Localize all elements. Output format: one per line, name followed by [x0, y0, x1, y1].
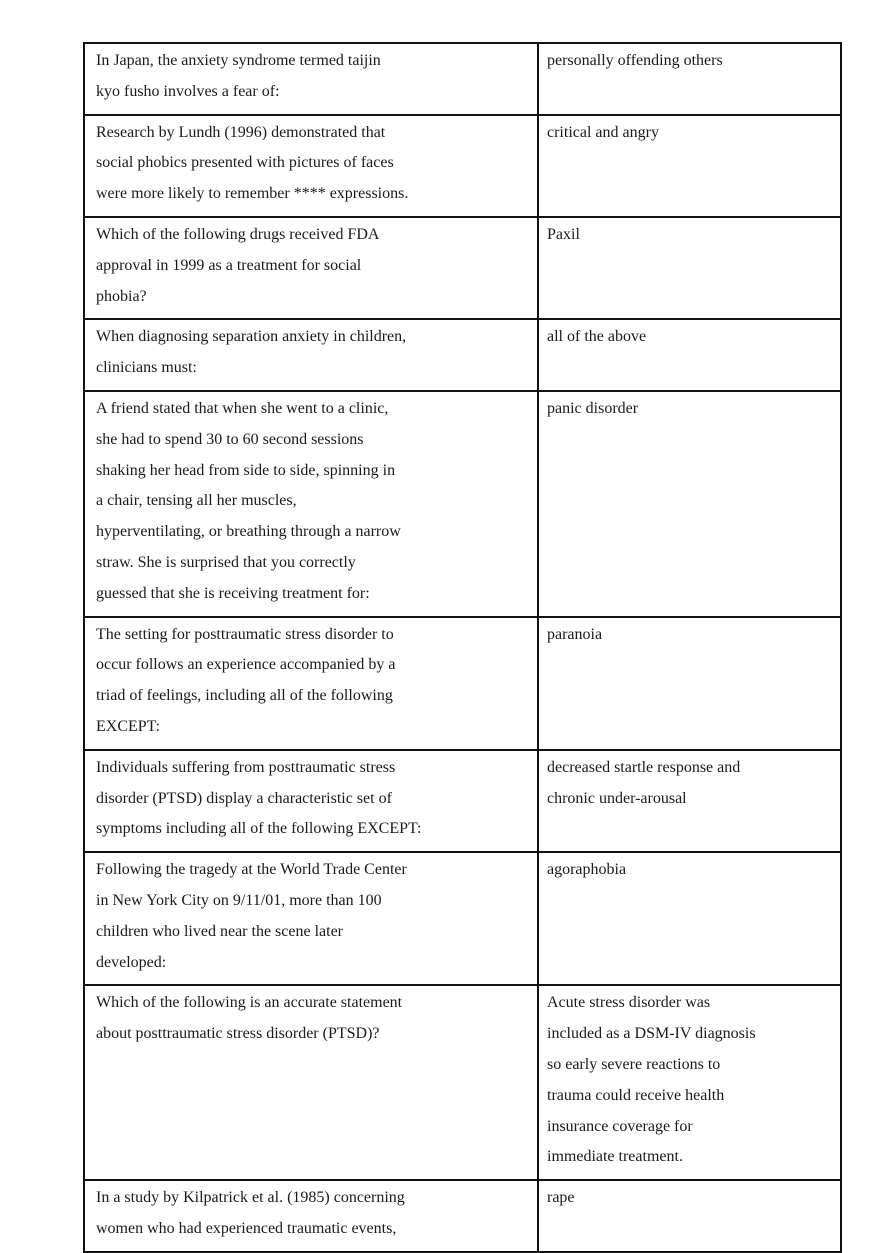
- question-cell: Which of the following is an accurate statement about posttraumatic stress disorder (PTSD)?: [84, 985, 538, 1180]
- table-row: [84, 217, 841, 319]
- table-row: [84, 391, 841, 617]
- answer-cell: rape: [538, 1180, 841, 1252]
- answer-cell: all of the above: [538, 319, 841, 391]
- answer-cell: decreased startle response and chronic under-arousal: [538, 750, 841, 852]
- table-row: [84, 852, 841, 985]
- answer-cell: personally offending others: [538, 43, 841, 115]
- table-row: [84, 319, 841, 391]
- question-cell: In Japan, the anxiety syndrome termed taijin kyo fusho involves a fear of:: [84, 43, 538, 115]
- answer-cell: panic disorder: [538, 391, 841, 617]
- table-row: [84, 750, 841, 852]
- answer-cell: agoraphobia: [538, 852, 841, 985]
- table-row: [84, 617, 841, 750]
- question-cell: A friend stated that when she went to a clinic, she had to spend 30 to 60 second sessions shaking her head from side to side, spinning in a chair, tensing all her muscles, hyperventilating, or breathing through a narrow straw. She is surprised that you correctly guessed that she is receiving treatment for:: [84, 391, 538, 617]
- answer-cell: critical and angry: [538, 115, 841, 217]
- question-cell: Which of the following drugs received FDA approval in 1999 as a treatment for social phobia?: [84, 217, 538, 319]
- qa-table: [83, 42, 842, 1253]
- answer-cell: Paxil: [538, 217, 841, 319]
- question-cell: Following the tragedy at the World Trade Center in New York City on 9/11/01, more than 100 children who lived near the scene later developed:: [84, 852, 538, 985]
- table-row: [84, 1180, 841, 1252]
- qa-table-body: [84, 43, 841, 1252]
- answer-cell: paranoia: [538, 617, 841, 750]
- question-cell: The setting for posttraumatic stress disorder to occur follows an experience accompanied by a triad of feelings, including all of the following EXCEPT:: [84, 617, 538, 750]
- table-row: [84, 115, 841, 217]
- answer-cell: Acute stress disorder was included as a DSM-IV diagnosis so early severe reactions to trauma could receive health insurance coverage for immediate treatment.: [538, 985, 841, 1180]
- table-row: [84, 43, 841, 115]
- question-cell: Research by Lundh (1996) demonstrated that social phobics presented with pictures of faces were more likely to remember **** expressions.: [84, 115, 538, 217]
- table-row: [84, 985, 841, 1180]
- question-cell: In a study by Kilpatrick et al. (1985) concerning women who had experienced traumatic events,: [84, 1180, 538, 1252]
- question-cell: Individuals suffering from posttraumatic stress disorder (PTSD) display a characteristic set of symptoms including all of the following EXCEPT:: [84, 750, 538, 852]
- question-cell: When diagnosing separation anxiety in children, clinicians must:: [84, 319, 538, 391]
